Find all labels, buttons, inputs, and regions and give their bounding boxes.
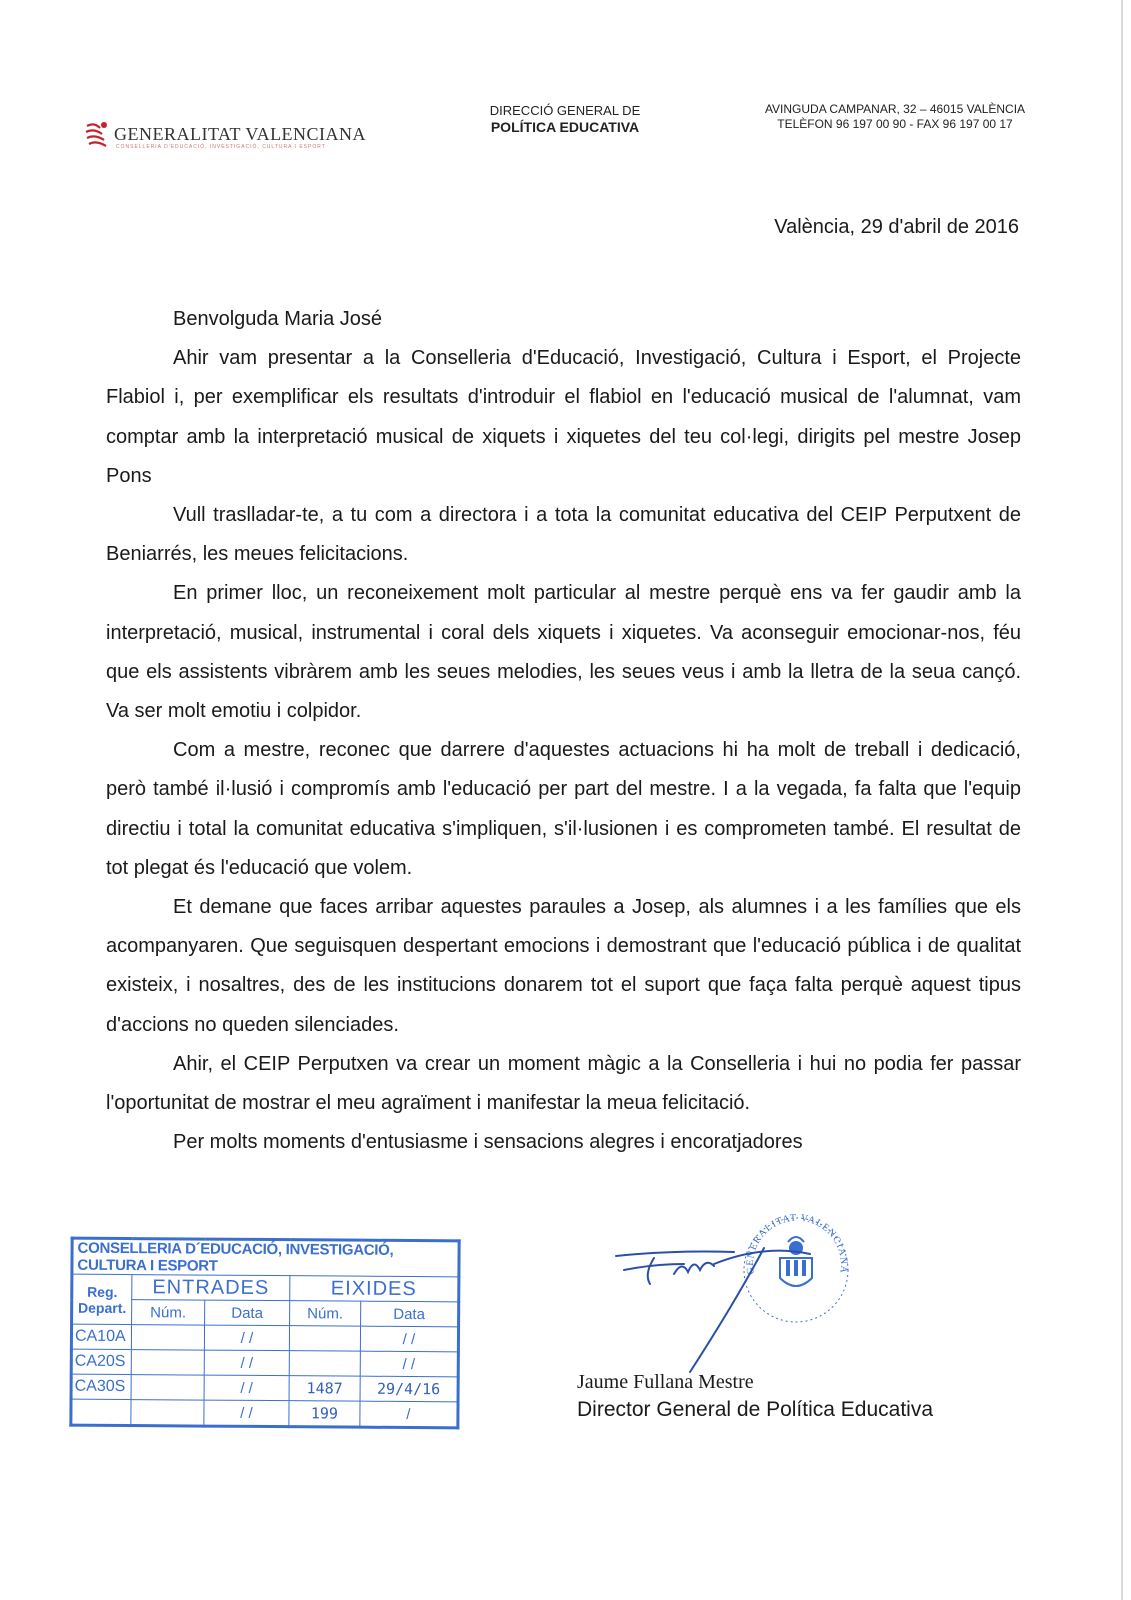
reg-depart-header xyxy=(72,1274,132,1324)
entrades-num xyxy=(131,1325,204,1351)
eixides-num: 1487 xyxy=(289,1376,360,1401)
eixides-data-header: Data xyxy=(361,1301,459,1327)
table-row xyxy=(71,1374,458,1402)
signer-name: Jaume Fullana Mestre xyxy=(577,1371,754,1393)
dept-code: CA10A xyxy=(71,1324,131,1349)
entrades-num-header: Núm. xyxy=(132,1300,205,1326)
department-block xyxy=(450,102,680,136)
paragraph: Vull traslladar-te, a tu com a directora i a tota la comunitat educativa del CEIP Perputxent de Beniarrés, les meues felicitacions. xyxy=(106,504,1021,566)
dept-code: CA30S xyxy=(71,1374,131,1399)
eixides-num xyxy=(289,1351,360,1376)
eixides-date: / / xyxy=(360,1351,458,1377)
signer-title: Director General de Política Educativa xyxy=(577,1398,934,1421)
eixides-date: / xyxy=(360,1401,458,1428)
eixides-date: / / xyxy=(360,1326,458,1352)
seal-text: GENERALITAT VALENCIANA xyxy=(744,1212,850,1276)
paragraph: Com a mestre, reconec que darrere d'aquestes actuacions hi ha molt de treball i dedicació, però també il·lusió i compromís amb l'educació per part del mestre. I a la vegada, fa falta que l'equip directiu i total la comunitat educativa s'impliquen, s'il·lusionen i es comprometen també. El resultat de tot plegat és l'educació que volem. xyxy=(106,739,1021,879)
address-block xyxy=(740,102,1050,132)
entrades-num xyxy=(131,1400,204,1427)
dept-code xyxy=(71,1399,131,1425)
eixides-num xyxy=(289,1326,360,1351)
entrades-data-header: Data xyxy=(205,1300,290,1326)
paragraph: Ahir vam presentar a la Conselleria d'Educació, Investigació, Cultura i Esport, el Projecte Flabiol i, per exemplificar els resultats d'introduir el flabiol en l'educació musical de l'alumnat, vam comptar amb la interpretació musical de xiquets i xiquetes del teu col·legi, dirigits pel mestre Josep Pons xyxy=(106,347,1021,487)
address-line-2: TELÈFON 96 197 00 90 - FAX 96 197 00 17 xyxy=(777,117,1013,131)
eixides-num-header: Núm. xyxy=(290,1301,361,1326)
entrades-num xyxy=(131,1350,204,1376)
department-line-2: POLÍTICA EDUCATIVA xyxy=(490,119,640,135)
paragraph: Et demane que faces arribar aquestes paraules a Josep, als alumnes i a les famílies que els acompanyaren. Que seguisquen despertant emocions i demostrant que l'educació pública i de qualitat existeix, i nosaltres, des de les institucions donarem tot el suport que faça falta perquè aquest tipus d'accions no queden silenciades. xyxy=(106,896,1021,1036)
entrades-date: / / xyxy=(204,1400,289,1427)
logo-subtext: CONSELLERIA D'EDUCACIÓ, INVESTIGACIÓ, CULTURA I ESPORT xyxy=(116,144,326,150)
paragraph: Ahir, el CEIP Perputxen va crear un moment màgic a la Conselleria i hui no podia fer passar l'oportunitat de mostrar el meu agraïment i manifestar la meua felicitació. xyxy=(106,1052,1021,1115)
department-line-1: DIRECCIÓ GENERAL DE xyxy=(489,103,641,118)
generalitat-logo xyxy=(84,120,384,154)
depart-label: Depart. xyxy=(77,1299,127,1316)
eixides-header: EIXIDES xyxy=(290,1276,459,1302)
letter-date: València, 29 d'abril de 2016 xyxy=(774,216,1019,238)
eixides-num: 199 xyxy=(289,1401,360,1427)
reg-label: Reg. xyxy=(87,1283,118,1300)
table-row xyxy=(71,1349,458,1377)
entrades-date: / / xyxy=(204,1350,289,1376)
dept-code: CA20S xyxy=(71,1349,131,1374)
paragraph: En primer lloc, un reconeixement molt particular al mestre perquè ens va fer gaudir amb la interpretació, musical, instrumental i coral dels xiquets i xiquetes. Va aconseguir emocionar-nos, féu que els assistents vibràrem amb les seues melodies, les seues veus i amb la lletra de la seua cançó. Va ser molt emotiu i colpidor. xyxy=(106,582,1021,723)
greeting: Benvolguda Maria José xyxy=(173,308,383,330)
paragraph: Per molts moments d'entusiasme i sensacions alegres i encoratjadores xyxy=(173,1131,803,1154)
registry-stamp xyxy=(69,1237,460,1430)
entrades-header: ENTRADES xyxy=(132,1275,290,1301)
entrades-date: / / xyxy=(204,1325,289,1351)
generalitat-emblem-icon xyxy=(84,120,110,150)
handwritten-signature xyxy=(614,1234,814,1374)
table-row xyxy=(71,1324,458,1352)
table-row xyxy=(71,1399,458,1428)
entrades-date: / / xyxy=(204,1375,289,1401)
address-line-1: AVINGUDA CAMPANAR, 32 – 46015 VALÈNCIA xyxy=(764,102,1026,116)
eixides-date: 29/4/16 xyxy=(360,1376,458,1402)
logo-name: GENERALITAT VALENCIANA xyxy=(114,124,367,144)
scan-margin-line xyxy=(1121,0,1123,1600)
letter-body xyxy=(106,300,1021,1162)
stamp-title: CONSELLERIA D´EDUCACIÓ, INVESTIGACIÓ, CULTURA I ESPORT xyxy=(72,1238,459,1277)
entrades-num xyxy=(131,1375,204,1401)
registry-table xyxy=(69,1237,460,1430)
